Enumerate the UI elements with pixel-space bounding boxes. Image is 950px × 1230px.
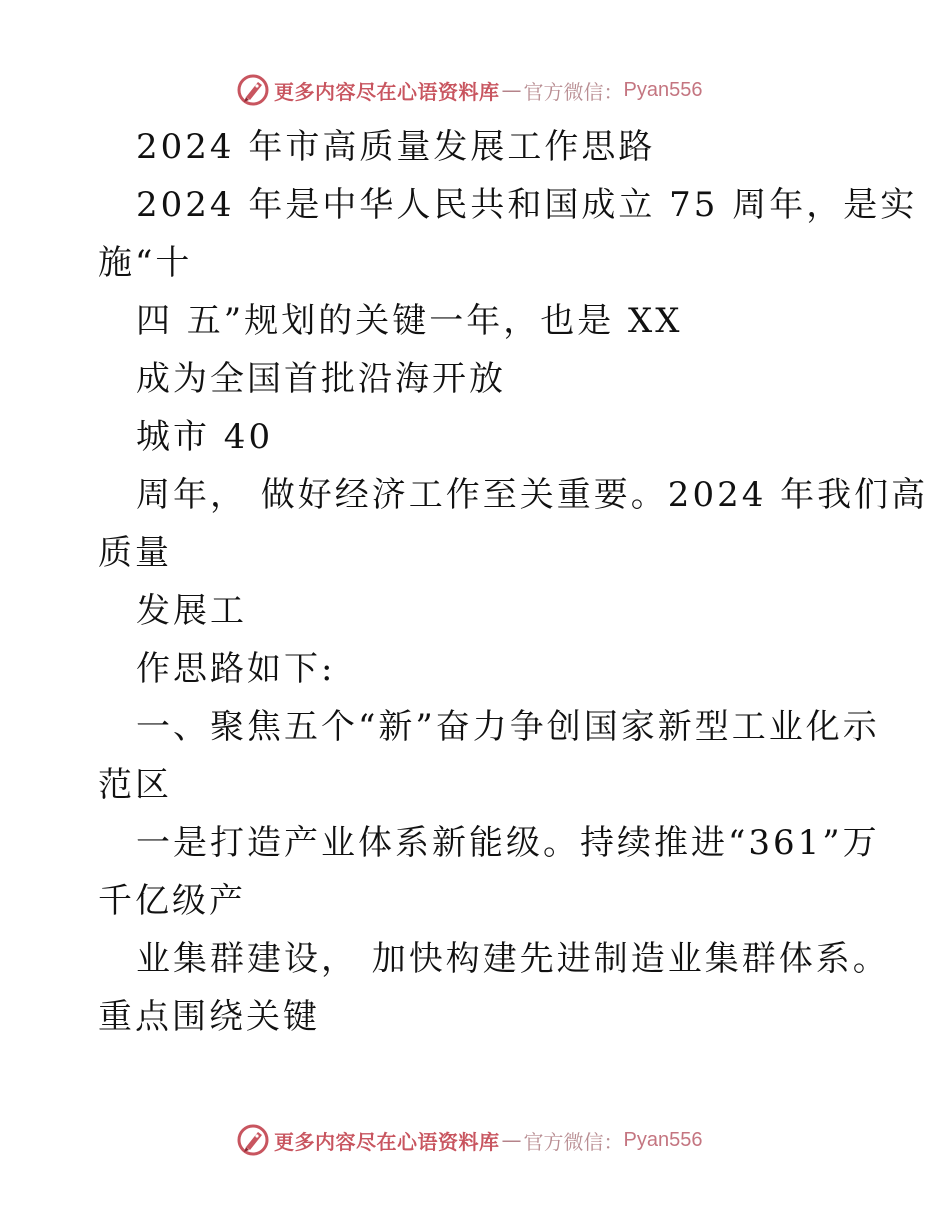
paragraph-line: 2024 年是中华人民共和国成立 75 周年，是实	[136, 185, 918, 225]
paragraph-line: 一是打造产业体系新能级。持续推进“361”万	[136, 823, 880, 863]
paragraph-line: 作思路如下:	[136, 649, 336, 689]
section-heading: 一、聚焦五个“新”奋力争创国家新型工业化示	[136, 707, 880, 747]
paragraph-line: 四 五”规划的关键一年，也是 XX	[136, 301, 683, 341]
document-title: 2024 年市高质量发展工作思路	[136, 127, 656, 167]
watermark-wechat-id: Pyan556	[623, 78, 703, 101]
watermark-brand-text: 更多内容尽在心语资料库	[274, 79, 500, 104]
watermark-wechat-label: 官方微信：	[523, 1129, 624, 1154]
document-body	[98, 118, 929, 1046]
pen-logo-icon	[236, 1123, 270, 1157]
watermark-banner-bottom	[236, 1122, 702, 1158]
paragraph-line: 周年， 做好经济工作至关重要。2024 年我们高	[136, 475, 929, 515]
pen-logo-icon	[236, 73, 270, 107]
paragraph-line: 重点围绕关键	[98, 997, 320, 1037]
watermark-banner-top	[236, 72, 702, 108]
paragraph-line: 千亿级产	[98, 881, 246, 921]
section-heading-continuation: 范区	[98, 765, 172, 805]
watermark-separator: —	[501, 1128, 522, 1152]
paragraph-line: 施“十	[98, 243, 193, 283]
paragraph-line: 质量	[98, 533, 172, 573]
watermark-wechat-label: 官方微信：	[523, 79, 624, 104]
paragraph-line: 成为全国首批沿海开放	[136, 359, 506, 399]
watermark-separator: —	[501, 78, 522, 102]
paragraph-line: 城市 40	[136, 417, 274, 457]
watermark-brand-text: 更多内容尽在心语资料库	[274, 1129, 500, 1154]
watermark-wechat-id: Pyan556	[623, 1128, 703, 1151]
paragraph-line: 发展工	[136, 591, 247, 631]
paragraph-line: 业集群建设， 加快构建先进制造业集群体系。	[136, 939, 890, 979]
